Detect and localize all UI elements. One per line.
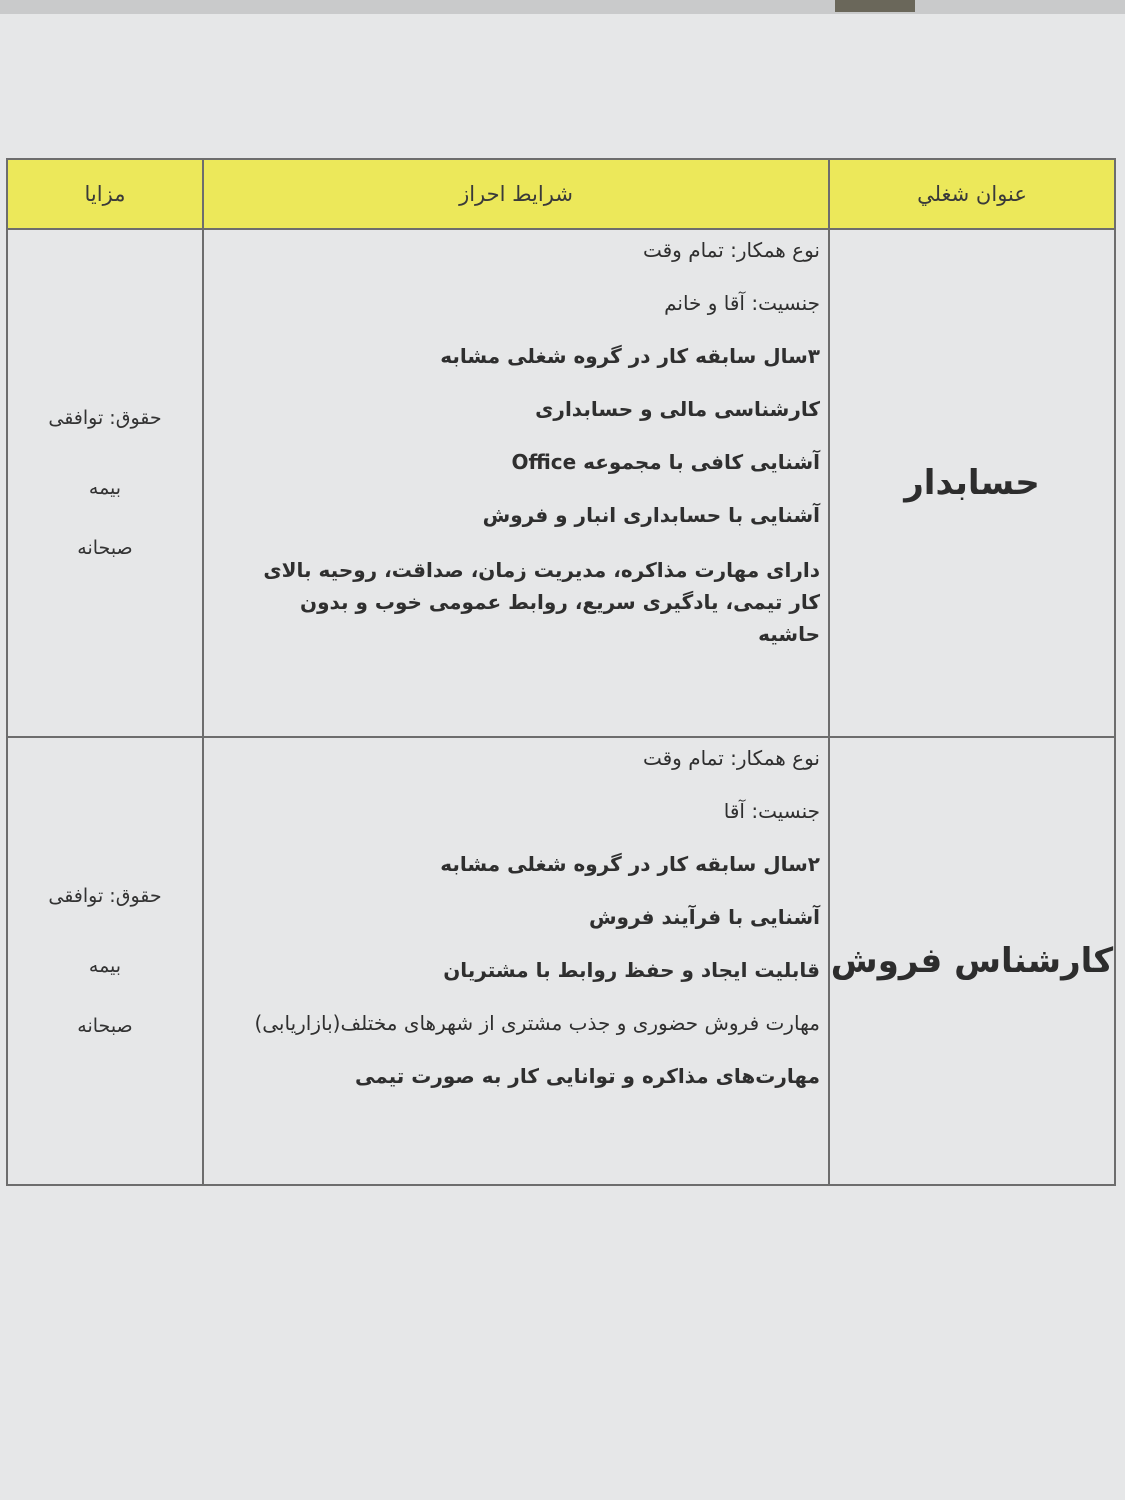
benefits-cell xyxy=(7,737,203,1185)
requirement-item: جنسیت: آقا xyxy=(723,799,820,823)
requirement-item: آشنایی با فرآیند فروش xyxy=(588,905,820,929)
header-requirements: شرایط احراز xyxy=(203,159,829,229)
benefit-item: بیمه xyxy=(88,955,122,977)
header-benefits: مزایا xyxy=(7,159,203,229)
requirement-item: دارای مهارت مذاکره، مدیریت زمان، صداقت، روحیه بالای کار تیمی، یادگیری سریع، روابط عمومی خوب و بدون حاشیه xyxy=(263,558,820,646)
requirement-item: نوع همکار: تمام وقت xyxy=(642,746,820,770)
requirement-item: ۳سال سابقه کار در گروه شغلی مشابه xyxy=(440,344,820,368)
requirements-cell xyxy=(203,229,829,737)
header-job-title: عنوان شغلي xyxy=(829,159,1115,229)
job-title-cell: حسابدار xyxy=(829,229,1115,737)
requirement-item: آشنایی با حسابداری انبار و فروش xyxy=(482,503,820,527)
job-table xyxy=(6,158,1116,1186)
benefit-item: صبحانه xyxy=(77,1015,133,1037)
requirement-item: آشنایی کافی با مجموعه Office xyxy=(511,450,820,474)
requirements-cell xyxy=(203,737,829,1185)
benefit-item: حقوق: توافقی xyxy=(48,885,162,907)
requirement-item: مهارت فروش حضوری و جذب مشتری از شهرهای مختلف(بازاریابی) xyxy=(254,1011,820,1035)
requirement-item: جنسیت: آقا و خانم xyxy=(664,291,820,315)
background-object xyxy=(835,0,915,12)
job-title-cell: کارشناس فروش xyxy=(829,737,1115,1185)
benefits-cell xyxy=(7,229,203,737)
header-row xyxy=(7,159,1115,229)
requirement-item: نوع همکار: تمام وقت xyxy=(642,238,820,262)
benefit-item: بیمه xyxy=(88,477,122,499)
table-row xyxy=(7,229,1115,737)
table-row xyxy=(7,737,1115,1185)
requirement-item: مهارت‌های مذاکره و توانایی کار به صورت تیمی xyxy=(354,1064,820,1088)
benefit-item: صبحانه xyxy=(77,537,133,559)
requirement-item: ۲سال سابقه کار در گروه شغلی مشابه xyxy=(440,852,820,876)
requirement-item: قابلیت ایجاد و حفظ روابط با مشتریان xyxy=(443,958,820,982)
requirement-item: کارشناسی مالی و حسابداری xyxy=(535,397,820,421)
background-strip xyxy=(0,0,1125,14)
benefit-item: حقوق: توافقی xyxy=(48,407,162,429)
